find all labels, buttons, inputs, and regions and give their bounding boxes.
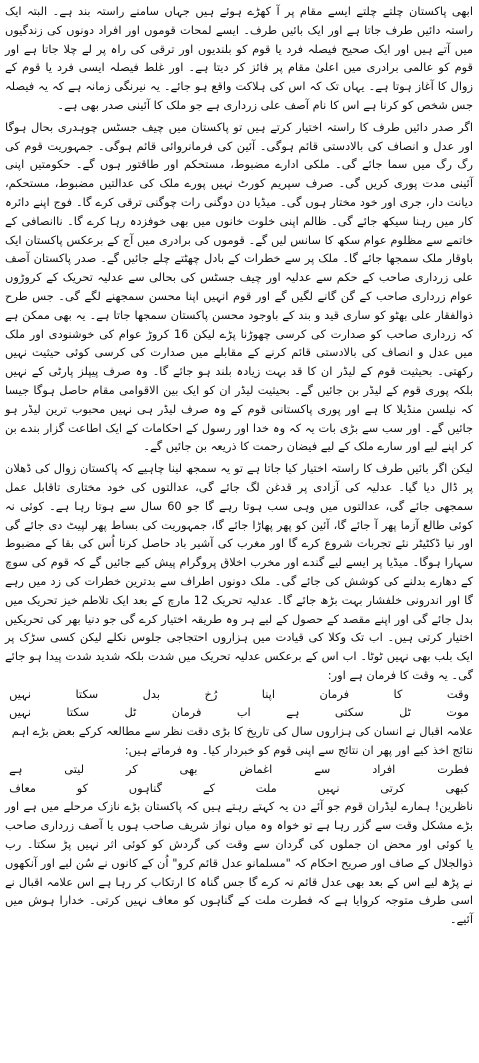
verse-word: کو (76, 780, 89, 795)
verse-word: سکتا (66, 705, 90, 720)
verse-word: سکتا (75, 686, 99, 701)
verse-word: افراد (372, 761, 396, 776)
verse-one-line-two (5, 703, 473, 722)
verse-word: فرمان (171, 705, 202, 720)
verse-two-line-two (5, 779, 473, 798)
verse-word: موت (446, 705, 469, 720)
paragraph-left-path: لیکن اگر بائیں طرف کا راستہ اختیار کیا جاتا ہے تو یہ سمجھ لینا چاہیے کہ پاکستان زوال کی ڈھلان پر ڈال دیا گیا۔ عدلیہ کی آزادی پر قدغن لگ جائے گی، عدالتوں کی خود مختاری تاقابل عمل سمجھی جائے گی، عدالتوں میں وہی سب ہوتا رہے گا جو 60 سال سے ہوتا رہا ہے۔ کوئی نہ کوئی طالع آزما پھر آ جائے گا، آئین کو پھر پھاڑا جائے گا، جمہوریت کی بساط پھر لپیٹ دی جائے گی اور نیا ڈکٹیٹر نئے تجربات شروع کرے گا اور مغرب کی آشیر باد حاصل کرنا اُس کی بقا کے مضبوط سہارا ہوگا۔ میڈیا پر ایسے لیے گندے اور مخرب اخلاق پروگرام پیش کیے جائیں گے کہ قوم کی سوچ کے دھارے بدلنے کی کوشش کی جائے گی۔ ملک دونوں اطراف سے بدترین خطرات کی زد میں رہے گا اور اندرونی خلفشار بہت بڑھ جائے گا۔ عدلیہ تحریک 12 مارچ کے بعد ایک تلاطم خیز تحریک میں بدل جائے گی اور اپنے مقصد کے حصول کے لیے ہر وہ طریقہ اختیار کرے گی جو دنیا بھر کی تحریکیں اختیار کرتی ہیں۔ اب تک وکلا کی قیادت میں ہزاروں احتجاجی جلوس نکلے لیکن کسی سڑک پر ایک بلب بھی نہیں ٹوٹا۔ اب اس کے برعکس عدلیہ تحریک میں شدت بلکہ شدید شدت پیدا ہو جائے گی۔ یہ وقت کا فرمان ہے اور: (5, 461, 473, 682)
verse-word: نہیں (9, 705, 31, 720)
paragraph-intro: ابھی پاکستان چلتے چلتے ایسے مقام پر آ کھڑے ہوئے ہیں جہاں سامنے راستہ بند ہے۔ البتہ ایک راستہ دائیں طرف جاتا ہے اور ایک بائیں طرف۔ ایسے لمحات قوموں اور افراد دونوں کی زندگیوں میں آتے ہیں اور ایک صحیح فیصلہ فرد یا قوم کو بلندیوں اور ترقی کی راہ پر لے چلا جاتا ہے اور قوم کو عالمی برادری میں اعلیٰ مقام پر فائز کر دیتا ہے۔ اور غلط فیصلہ ایسی فرد یا قوم کے زوال کا آغاز ہوتا ہے۔ یہاں تک کہ اس کی ہلاکت واقع ہو جائے۔ یہ نیرنگی زمانہ ہے کہ یہ فیصلہ جس شخص کو کرنا ہے اس کا نام آصف علی زرداری ہے جو ملک کا آئینی صدر بھی ہے۔ (5, 4, 473, 112)
verse-word: کر (125, 761, 138, 776)
verse-word: ٹل (124, 705, 137, 720)
verse-word: معاف (9, 780, 36, 795)
verse-word: گناہوں (128, 780, 163, 795)
verse-word: لیتی (64, 761, 85, 776)
verse-word: سکتی (334, 705, 364, 720)
verse-word: رُخ (204, 686, 218, 701)
verse-word: نہیں (317, 780, 340, 795)
verse-word: کرتی (380, 780, 405, 795)
verse-word: وقت (446, 686, 469, 701)
verse-word: ٹل (399, 705, 411, 720)
verse-word: سے (314, 761, 331, 776)
verse-word: بھی (179, 761, 198, 776)
paragraph-iqbal: علامہ اقبال نے انسان کی ہزاروں سال کی تاریخ کا بڑی دقت نظر سے مطالعہ کرکے بعض بڑے اہم نتائج اخذ کیے اور پھر ان نتائج سے اپنی قوم کو خبردار کیا۔ وہ فرماتے ہیں: (11, 724, 473, 758)
verse-word: ہے (286, 705, 300, 720)
verse-word: فرمان (319, 686, 350, 701)
verse-word: نہیں (9, 686, 32, 701)
verse-one-line-one (5, 685, 473, 704)
verse-word: کبھی (445, 780, 469, 795)
verse-word: اپنا (261, 686, 276, 701)
verse-word: کا (393, 686, 403, 701)
verse-word: فطرت (437, 761, 469, 776)
verse-word: ملت (255, 780, 277, 795)
verse-two-line-one (5, 760, 473, 779)
verse-word: اغماض (239, 761, 273, 776)
paragraph-right-path: اگر صدر دائیں طرف کا راستہ اختیار کرتے ہیں تو پاکستان میں چیف جسٹس چوہدری بحال ہوگا اور عدل و انصاف کی بالادستی قائم ہوگی۔ آئین کی فرمانروائی قائم ہوگی۔ جمہوریت قوم کی رگ رگ میں سما جائے گی۔ ملکی ادارے مضبوط، مستحکم اور طاقتور ہوں گے۔ حکومتیں اپنی آئینی مدت پوری کریں گی۔ صرف سپریم کورٹ نہیں پورے ملک کی عدالتیں مضبوط، مستحکم، دیانت دار، جری اور خود مختار ہوں گی۔ میڈیا دن دوگنی رات چوگنی ترقی کرے گا۔ فوج اپنے دائرہ کار میں رہنا سیکھ جائے گی۔ ظالم اپنی خلوت خانوں میں بھی خوفزدہ رہا کرے گا۔ ناانصافی کے خاتمے سے مظلوم عوام سکھ کا سانس لیں گے۔ قوموں کی برادری میں آج کے برعکس پاکستان ایک باوقار ملک سمجھا جائے گا۔ ملک پر سے خطرات کے بادل چھٹتے چلے جائیں گے۔ صدر پاکستان آصف علی زرداری صاحب کے حکم سے عدلیہ اور چیف جسٹس کی بحالی سے عدلیہ تحریک کے کروڑوں عوام زرداری صاحب کے گن گانے لگیں گے اور قوم انہیں اپنا محسن سمجھنے لگے گی۔ جس طرح ذوالفقار علی بھٹو کو ساری قید و بند کے باوجود محسن پاکستان سمجھا جاتا ہے۔ یہ بھی ممکن ہے کہ زرداری صاحب کو صدارت کی کرسی چھوڑنا پڑے لیکن 16 کروڑ عوام کی خوشنودی اور ملک میں عدل و انصاف کی بالادستی قائم کرنے کے مقابلے میں صدارت کی کرسی کوئی حیثیت نہیں رکھتی۔ بحیثیت قوم کے لیڈر ان کا قد بہت زیادہ بلند ہو جائے گا۔ وہ صرف پیپلز پارٹی کے نہیں بلکہ پوری قوم کے لیڈر بن جائیں گے۔ بحیثیت لیڈر ان کو ایک بین الاقوامی مقام حاصل ہوگا جیسا کہ نیلسن منڈیلا کا ہے اور پوری پاکستانی قوم کے وہ صرف لیڈر ہی نہیں محبوب ترین لیڈر ہو جائیں گے۔ اور سب سے بڑی بات یہ کہ وہ خدا اور رسول کے احکامات کے ایک اطاعت گزار بندے بن کر اپنے لیے اور سارے ملک کے لیے فیضان رحمت کا ذریعہ بن جائیں گے۔ (5, 119, 473, 454)
verse-word: بدل (142, 686, 161, 701)
verse-word: کے (202, 780, 215, 795)
verse-word: اب (236, 705, 251, 720)
verse-word: ہے (9, 761, 23, 776)
paragraph-closing: ناظرین! ہمارے لیڈران قوم جو آئے دن یہ کہتے رہتے ہیں کہ پاکستان بڑے نازک مرحلے میں ہے اور بڑے مشکل وقت سے گزر رہا ہے تو خواہ وہ میاں نواز شریف صاحب ہوں یا آصف زرداری صاحب یا کوئی اور محض ان جملوں کی گردان سے وقت کی گردش کو کوئی اثر نہیں پڑ سکتا۔ رب ذوالجلال کے صاف اور صریح احکام کہ "مسلمانو عدل قائم کرو" اُن کے کانوں نے سُن لیے اور آنکھوں نے پڑھ لیے اس کے بعد بھی عدل قائم نہ کرے گا جس گناہ کا ارتکاب کر رہا ہے اس علامہ اقبال نے اسی طرف متوجہ کروایا ہے کہ فطرت ملت کے گناہوں کو معاف نہیں کرتی۔ خدارا ہوش میں آئیے۔ (5, 799, 473, 927)
